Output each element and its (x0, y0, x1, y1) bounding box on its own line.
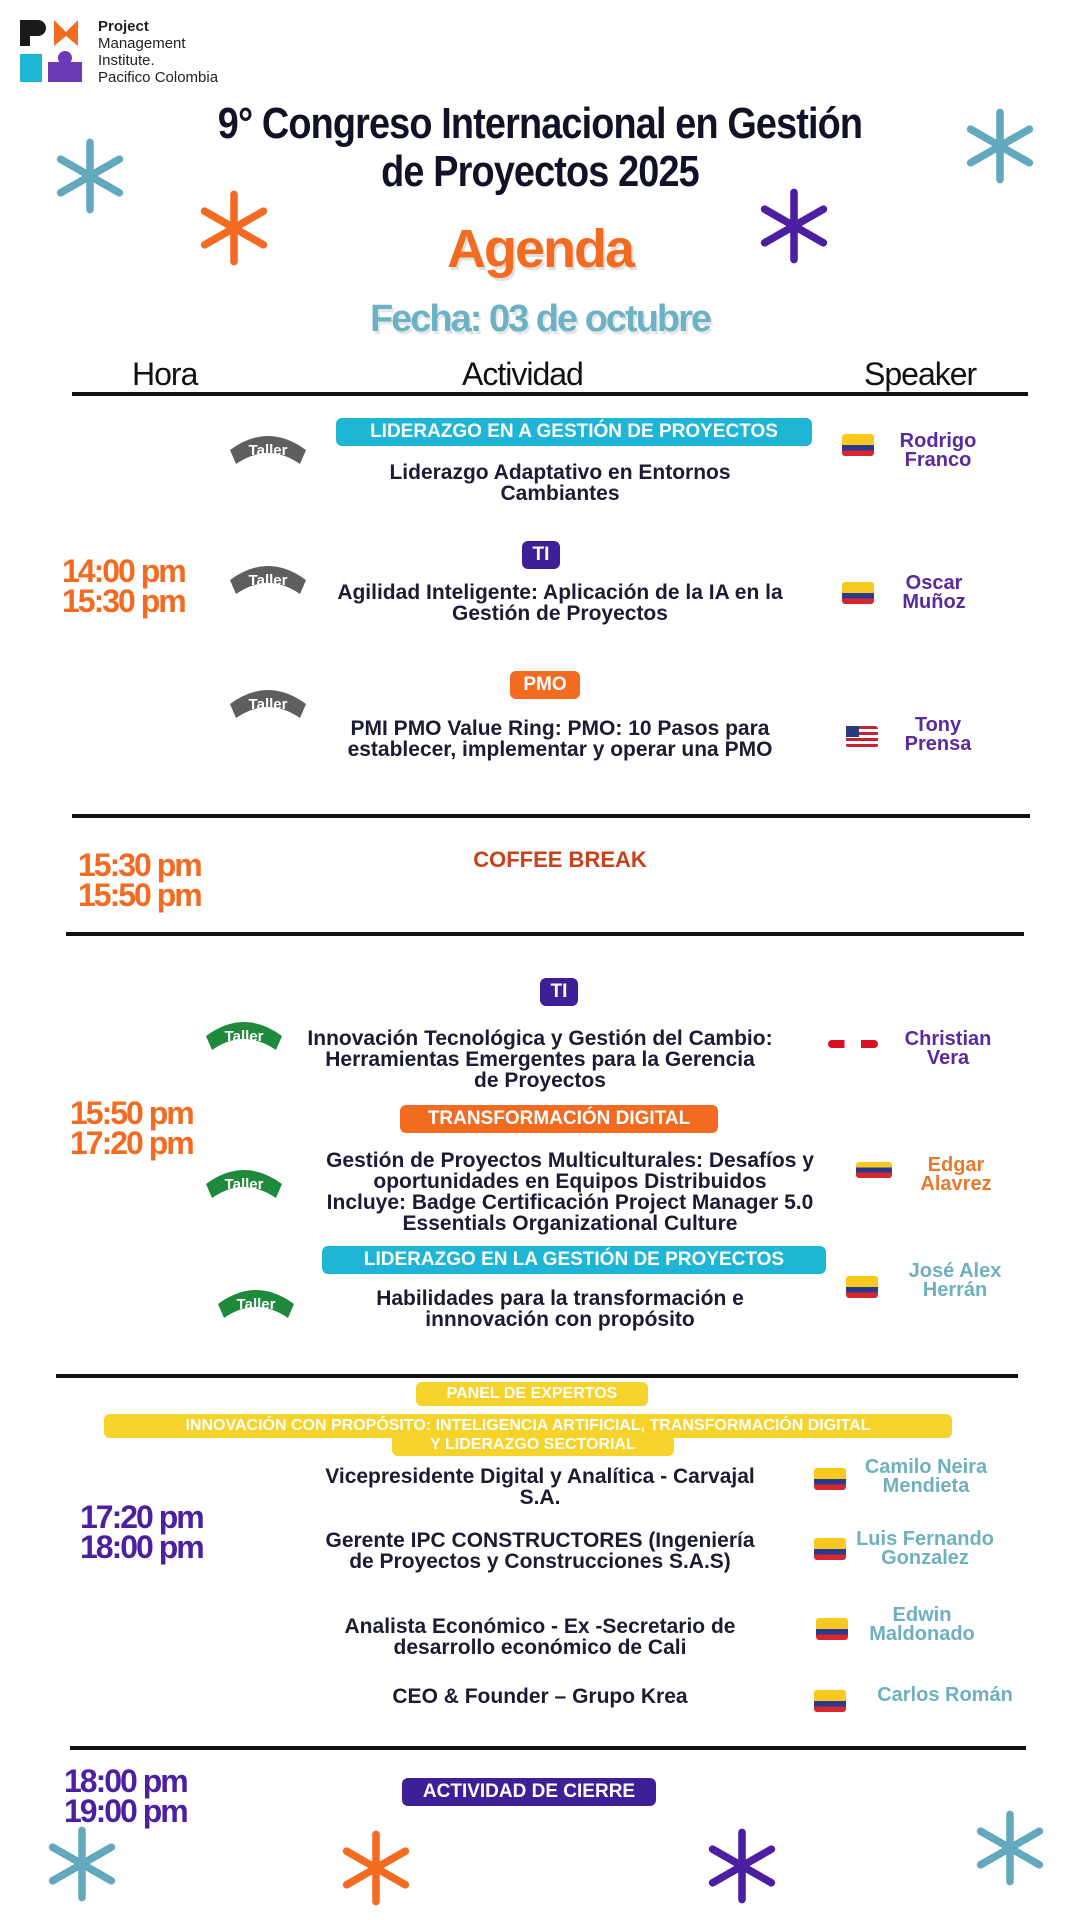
speaker-first-name: Camilo Neira (864, 1456, 988, 1478)
activity-title (290, 1150, 850, 1234)
block3-time-start: 15:50 pm (70, 1095, 193, 1131)
taller-badge (200, 1162, 288, 1202)
colombia-flag-icon (814, 1468, 846, 1490)
speaker-first-name: Edwin (892, 1604, 952, 1626)
speaker-name (846, 1458, 1006, 1496)
activity-title (280, 1530, 800, 1572)
speaker-first-name: Edgar (927, 1154, 985, 1176)
colombia-flag-icon (846, 1276, 878, 1298)
speaker-name (878, 432, 998, 470)
tag-ti: TI (522, 541, 560, 569)
activity-line: Herramientas Emergentes para la Gerencia (325, 1048, 755, 1071)
block4-time-end: 18:00 pm (80, 1529, 203, 1565)
tag-panel-expertos: PANEL DE EXPERTOS (416, 1382, 648, 1406)
tag-ti: TI (540, 978, 578, 1006)
logo-line-4: Pacifico Colombia (98, 69, 219, 86)
speaker-last-name: Vera (926, 1047, 970, 1069)
speaker-name (852, 1606, 992, 1644)
block-divider (66, 932, 1024, 936)
speaker-first-name: Carlos Román (877, 1684, 1013, 1706)
tag-liderazgo: LIDERAZGO EN LA GESTIÓN DE PROYECTOS (322, 1246, 826, 1274)
speaker-name (888, 1030, 1008, 1068)
activity-line: oportunidades en Equipos Distribuidos (373, 1170, 767, 1193)
block3-time-end: 17:20 pm (70, 1125, 193, 1161)
logo-line-3: Institute. (98, 52, 155, 69)
taller-badge (212, 1282, 300, 1322)
block1-time-start: 14:00 pm (62, 553, 185, 589)
asterisk-star-icon (752, 184, 836, 268)
speaker-last-name: Alavrez (920, 1173, 992, 1195)
speaker-name (860, 1686, 1030, 1705)
asterisk-star-icon (334, 1826, 418, 1910)
activity-line: Innovación Tecnológica y Gestión del Cambio: (307, 1027, 773, 1050)
speaker-last-name: Mendieta (882, 1475, 970, 1497)
activity-line: innnovación con propósito (425, 1308, 695, 1331)
block5-time (64, 1763, 187, 1829)
event-title-line-2: de Proyectos 2025 (381, 147, 699, 196)
activity-title (300, 1288, 820, 1330)
taller-badge (224, 558, 312, 598)
tag-pmo: PMO (510, 671, 580, 699)
speaker-last-name: Gonzalez (881, 1547, 969, 1569)
speaker-name (840, 1530, 1010, 1568)
block2-time-start: 15:30 pm (78, 847, 201, 883)
taller-badge-label: Taller (248, 696, 288, 713)
usa-flag-icon (846, 726, 878, 748)
speaker-first-name: Luis Fernando (856, 1528, 994, 1550)
asterisk-star-icon (48, 134, 132, 218)
agenda-heading: Agenda (446, 219, 634, 279)
tag-panel-theme: INNOVACIÓN CON PROPÓSITO: INTELIGENCIA ARTIFICIAL, TRANSFORMACIÓN DIGITAL (104, 1414, 952, 1438)
taller-badge-label: Taller (248, 572, 288, 589)
activity-line: Gerente IPC CONSTRUCTORES (Ingeniería (325, 1529, 755, 1552)
taller-badge (224, 428, 312, 468)
block5-time-start: 18:00 pm (64, 1763, 187, 1799)
block3-time (70, 1095, 193, 1161)
activity-title (280, 1616, 800, 1658)
asterisk-star-icon (40, 1822, 124, 1906)
speaker-name (880, 1262, 1030, 1300)
activity-line: Vicepresidente Digital y Analítica - Carvajal (325, 1465, 755, 1488)
taller-badge-label: Taller (236, 1296, 276, 1313)
speaker-first-name: Christian (904, 1028, 992, 1050)
colombia-flag-icon (814, 1690, 846, 1712)
speaker-last-name: Herrán (922, 1279, 988, 1301)
peru-flag-icon (828, 1040, 878, 1048)
speaker-first-name: Oscar (905, 572, 963, 594)
activity-line: PMI PMO Value Ring: PMO: 10 Pasos para (350, 717, 770, 740)
activity-line: S.A. (519, 1486, 561, 1509)
tag-transformacion-digital: TRANSFORMACIÓN DIGITAL (400, 1105, 718, 1133)
speaker-name (874, 574, 994, 612)
taller-badge-label: Taller (224, 1176, 264, 1193)
header-actividad: Actividad (462, 356, 583, 392)
activity-line: Habilidades para la transformación e (376, 1287, 744, 1310)
activity-line: establecer, implementar y operar una PMO (347, 738, 773, 761)
block4-time (80, 1499, 203, 1565)
activity-title (300, 718, 820, 760)
speaker-name (878, 716, 998, 754)
block-divider (70, 1746, 1026, 1750)
block-divider (72, 814, 1030, 818)
speaker-name (896, 1156, 1016, 1194)
activity-title (300, 582, 820, 624)
block2-time (78, 847, 201, 913)
header-divider (72, 392, 1028, 396)
speaker-last-name: Maldonado (869, 1623, 975, 1645)
logo-line-1: Project (98, 18, 149, 35)
activity-title (280, 1686, 800, 1707)
block-divider (56, 1374, 1018, 1378)
activity-line: Cambiantes (500, 482, 620, 505)
asterisk-star-icon (968, 1806, 1052, 1890)
activity-title (280, 1466, 800, 1508)
colombia-flag-icon (842, 434, 874, 456)
activity-title (300, 462, 820, 504)
speaker-first-name: Rodrigo (899, 430, 977, 452)
taller-badge-label: Taller (224, 1028, 264, 1045)
activity-title (290, 1028, 790, 1091)
speaker-last-name: Muñoz (902, 591, 966, 613)
header-speaker: Speaker (864, 356, 977, 392)
tag-actividad-cierre: ACTIVIDAD DE CIERRE (402, 1778, 656, 1806)
activity-line: Essentials Organizational Culture (402, 1212, 738, 1235)
speaker-last-name: Prensa (904, 733, 972, 755)
activity-line: Liderazgo Adaptativo en Entornos (389, 461, 731, 484)
speaker-first-name: Tony (914, 714, 962, 736)
pmi-logo-text (98, 18, 218, 86)
taller-badge (224, 682, 312, 722)
venezuela-flag-icon (856, 1162, 892, 1178)
header-hora: Hora (132, 356, 198, 392)
pmi-logo (20, 18, 260, 90)
logo-line-2: Management (98, 35, 186, 52)
block1-time (62, 553, 185, 619)
taller-badge-label: Taller (248, 442, 288, 459)
block5-time-end: 19:00 pm (64, 1793, 187, 1829)
event-title-line-1: 9° Congreso Internacional en Gestión (217, 99, 863, 148)
tag-liderazgo: LIDERAZGO EN A GESTIÓN DE PROYECTOS (336, 418, 812, 446)
block4-time-start: 17:20 pm (80, 1499, 203, 1535)
event-date: Fecha: 03 de octubre (369, 298, 711, 340)
activity-line: Incluye: Badge Certificación Project Manager 5.0 (326, 1191, 814, 1214)
block1-time-end: 15:30 pm (62, 583, 185, 619)
activity-line: Analista Económico - Ex -Secretario de (344, 1615, 736, 1638)
event-title (213, 100, 867, 196)
activity-line: Gestión de Proyectos Multiculturales: Desafíos y (326, 1149, 814, 1172)
tag-panel-theme-2: Y LIDERAZGO SECTORIAL (392, 1434, 674, 1456)
activity-line: de Proyectos (474, 1069, 606, 1092)
coffee-break-label: COFFEE BREAK (473, 847, 647, 872)
taller-badge (200, 1014, 288, 1054)
colombia-flag-icon (816, 1618, 848, 1640)
speaker-first-name: José Alex (908, 1260, 1002, 1282)
pmi-logo-icon (20, 18, 86, 84)
activity-line: desarrollo económico de Cali (393, 1636, 687, 1659)
block2-time-end: 15:50 pm (78, 877, 201, 913)
colombia-flag-icon (842, 582, 874, 604)
asterisk-star-icon (958, 104, 1042, 188)
asterisk-star-icon (192, 186, 276, 270)
speaker-last-name: Franco (904, 449, 972, 471)
activity-line: CEO & Founder – Grupo Krea (392, 1685, 688, 1708)
activity-line: Agilidad Inteligente: Aplicación de la IA en la (337, 581, 783, 604)
asterisk-star-icon (700, 1824, 784, 1908)
activity-line: de Proyectos y Construcciones S.A.S) (349, 1550, 731, 1573)
activity-line: Gestión de Proyectos (452, 602, 668, 625)
